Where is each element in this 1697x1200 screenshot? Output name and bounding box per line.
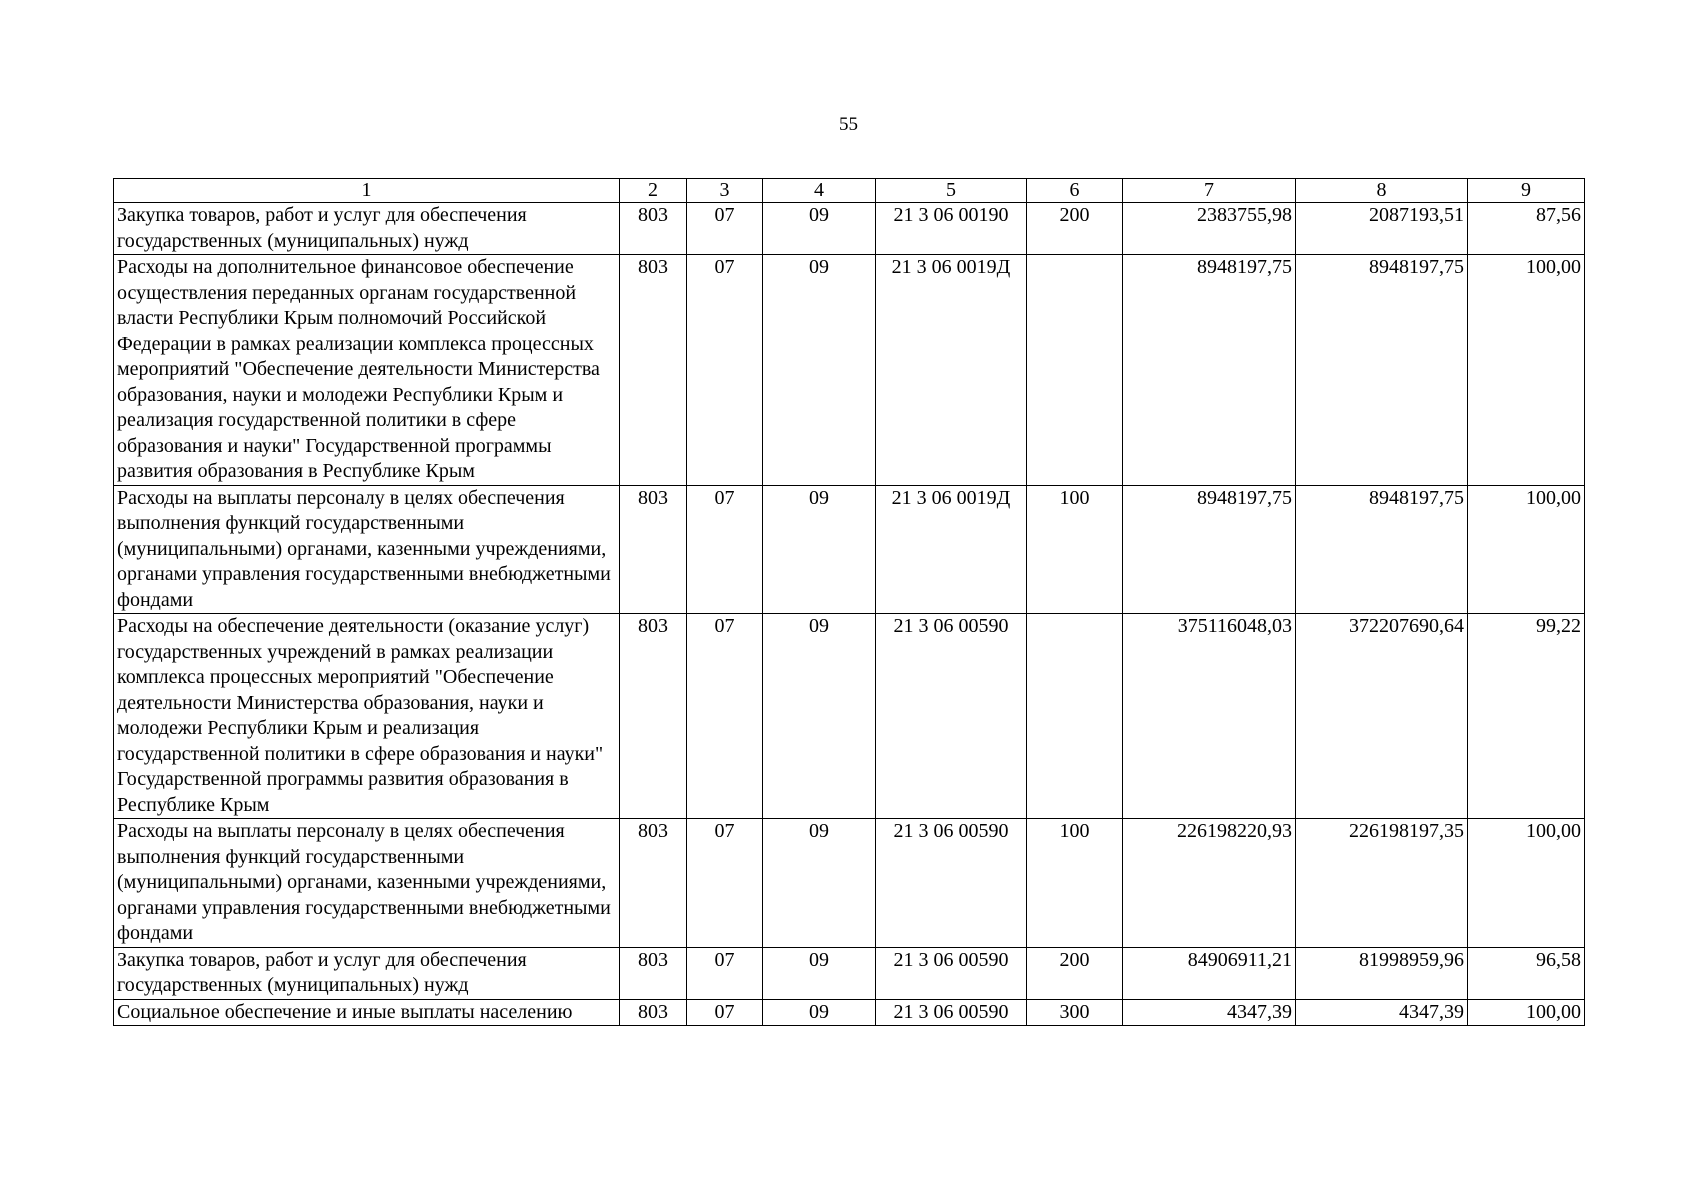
row-csr: 21 3 06 00190 (876, 203, 1027, 255)
row-pr: 09 (763, 255, 876, 486)
row-col9: 100,00 (1468, 999, 1585, 1026)
table-row (114, 485, 1585, 614)
table-row (114, 999, 1585, 1026)
row-ved: 803 (620, 203, 687, 255)
header-cell-2: 2 (620, 179, 687, 203)
row-rz: 07 (687, 819, 763, 948)
row-col7: 2383755,98 (1123, 203, 1296, 255)
row-pr: 09 (763, 203, 876, 255)
header-cell-7: 7 (1123, 179, 1296, 203)
header-cell-4: 4 (763, 179, 876, 203)
row-ved: 803 (620, 819, 687, 948)
header-cell-9: 9 (1468, 179, 1585, 203)
row-csr: 21 3 06 00590 (876, 614, 1027, 819)
table-row (114, 203, 1585, 255)
row-description: Социальное обеспечение и иные выплаты населению (114, 999, 620, 1026)
row-pr: 09 (763, 485, 876, 614)
row-col8: 2087193,51 (1296, 203, 1468, 255)
row-col8: 226198197,35 (1296, 819, 1468, 948)
row-col9: 87,56 (1468, 203, 1585, 255)
row-pr: 09 (763, 999, 876, 1026)
row-rz: 07 (687, 614, 763, 819)
row-description: Расходы на выплаты персоналу в целях обеспечения выполнения функций государственными (муниципальными) органами, казенными учреждениями, органами управления государственными внебюджетными фондами (114, 485, 620, 614)
table-row (114, 947, 1585, 999)
row-rz: 07 (687, 999, 763, 1026)
row-col7: 226198220,93 (1123, 819, 1296, 948)
row-vr (1027, 614, 1123, 819)
page-number: 55 (839, 114, 858, 135)
row-description: Расходы на дополнительное финансовое обеспечение осуществления переданных органам государственной власти Республики Крым полномочий Российской Федерации в рамках реализации комплекса процессных мероприятий "Обеспечение деятельности Министерства образования, науки и молодежи Республики Крым и реализация государственной политики в сфере образования и науки" Государственной программы развития образования в Республике Крым (114, 255, 620, 486)
table-row (114, 614, 1585, 819)
row-col9: 96,58 (1468, 947, 1585, 999)
row-vr: 200 (1027, 947, 1123, 999)
row-col9: 100,00 (1468, 255, 1585, 486)
row-ved: 803 (620, 485, 687, 614)
row-col7: 8948197,75 (1123, 255, 1296, 486)
row-ved: 803 (620, 999, 687, 1026)
row-col7: 375116048,03 (1123, 614, 1296, 819)
row-pr: 09 (763, 819, 876, 948)
row-vr: 300 (1027, 999, 1123, 1026)
row-pr: 09 (763, 947, 876, 999)
row-csr: 21 3 06 0019Д (876, 255, 1027, 486)
row-col7: 4347,39 (1123, 999, 1296, 1026)
row-description: Расходы на обеспечение деятельности (оказание услуг) государственных учреждений в рамках реализации комплекса процессных мероприятий "Обеспечение деятельности Министерства образования, науки и молодежи Республики Крым и реализация государственной политики в сфере образования и науки" Государственной программы развития образования в Республике Крым (114, 614, 620, 819)
row-csr: 21 3 06 00590 (876, 947, 1027, 999)
row-rz: 07 (687, 203, 763, 255)
header-row (114, 179, 1585, 203)
row-description: Закупка товаров, работ и услуг для обеспечения государственных (муниципальных) нужд (114, 203, 620, 255)
row-vr: 200 (1027, 203, 1123, 255)
row-col8: 8948197,75 (1296, 485, 1468, 614)
row-csr: 21 3 06 00590 (876, 999, 1027, 1026)
row-description: Закупка товаров, работ и услуг для обеспечения государственных (муниципальных) нужд (114, 947, 620, 999)
row-csr: 21 3 06 00590 (876, 819, 1027, 948)
table-row (114, 819, 1585, 948)
row-pr: 09 (763, 614, 876, 819)
row-csr: 21 3 06 0019Д (876, 485, 1027, 614)
row-col8: 372207690,64 (1296, 614, 1468, 819)
row-ved: 803 (620, 255, 687, 486)
row-col9: 100,00 (1468, 819, 1585, 948)
row-rz: 07 (687, 947, 763, 999)
row-rz: 07 (687, 485, 763, 614)
row-ved: 803 (620, 947, 687, 999)
header-cell-5: 5 (876, 179, 1027, 203)
row-ved: 803 (620, 614, 687, 819)
row-col9: 100,00 (1468, 485, 1585, 614)
header-cell-1: 1 (114, 179, 620, 203)
budget-table (113, 178, 1585, 1026)
row-col8: 81998959,96 (1296, 947, 1468, 999)
row-vr: 100 (1027, 485, 1123, 614)
row-col8: 8948197,75 (1296, 255, 1468, 486)
header-cell-8: 8 (1296, 179, 1468, 203)
table-row (114, 255, 1585, 486)
row-col8: 4347,39 (1296, 999, 1468, 1026)
row-rz: 07 (687, 255, 763, 486)
row-description: Расходы на выплаты персоналу в целях обеспечения выполнения функций государственными (муниципальными) органами, казенными учреждениями, органами управления государственными внебюджетными фондами (114, 819, 620, 948)
row-col9: 99,22 (1468, 614, 1585, 819)
row-col7: 84906911,21 (1123, 947, 1296, 999)
row-col7: 8948197,75 (1123, 485, 1296, 614)
header-cell-3: 3 (687, 179, 763, 203)
header-cell-6: 6 (1027, 179, 1123, 203)
row-vr (1027, 255, 1123, 486)
row-vr: 100 (1027, 819, 1123, 948)
